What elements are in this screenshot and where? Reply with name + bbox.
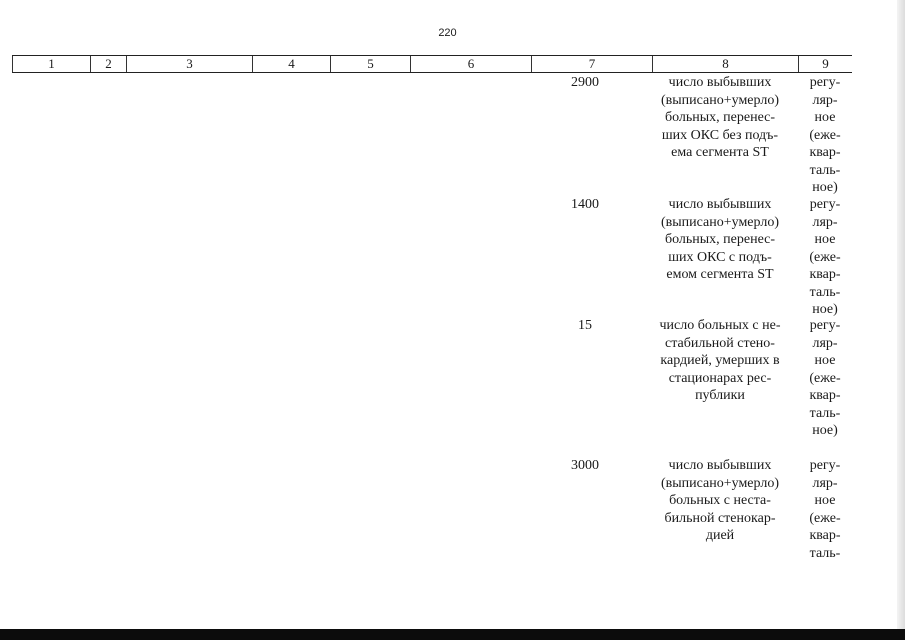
table-header-row: [12, 55, 852, 73]
periodicity-line: таль-: [809, 405, 841, 421]
description-line: (выписано+умерло): [660, 475, 779, 491]
periodicity-line: регу-: [809, 197, 841, 212]
column-header-6: 6: [410, 56, 531, 72]
description-line: ших ОКС без подъ-: [661, 127, 779, 143]
periodicity-cell: [800, 317, 850, 440]
description-cell: [640, 317, 800, 405]
column-header-8: 8: [652, 56, 798, 72]
column-header-4: 4: [252, 56, 330, 72]
description-line: (выписано+умерло): [660, 214, 779, 230]
description-line: емом сегмента ST: [666, 267, 774, 282]
value-cell: 3000: [571, 458, 599, 473]
periodicity-line: квар-: [809, 267, 841, 282]
periodicity-line: (еже-: [809, 370, 841, 386]
periodicity-line: ное: [814, 110, 836, 125]
value-cell: 2900: [571, 75, 599, 90]
description-line: кардией, умерших в: [660, 353, 780, 368]
description-cell: [640, 457, 800, 545]
description-line: число выбывших: [668, 197, 772, 212]
periodicity-line: квар-: [809, 145, 841, 160]
description-line: число выбывших: [668, 458, 772, 473]
periodicity-line: квар-: [809, 388, 841, 403]
description-line: бильной стенокар-: [664, 510, 776, 526]
column-header-3: 3: [126, 56, 252, 72]
periodicity-line: ное: [814, 493, 836, 508]
description-line: больных, перенес-: [664, 232, 776, 247]
description-cell: [640, 196, 800, 284]
periodicity-line: ное: [814, 353, 836, 368]
description-line: больных с неста-: [669, 493, 771, 508]
periodicity-line: ное): [812, 423, 838, 438]
periodicity-line: (еже-: [809, 510, 841, 526]
description-line: дией: [705, 528, 735, 543]
description-line: ема сегмента ST: [671, 145, 769, 160]
scan-bottom-border: [0, 629, 905, 640]
value-cell: 1400: [571, 197, 599, 212]
description-line: число больных с не-: [659, 318, 781, 333]
periodicity-cell: [800, 196, 850, 319]
scan-page-edge: [897, 0, 905, 629]
description-line: (выписано+умерло): [660, 92, 779, 108]
description-line: число выбывших: [668, 75, 772, 90]
value-cell: 15: [578, 318, 592, 333]
periodicity-cell: [800, 457, 850, 562]
description-line: стационарах рес-: [668, 370, 772, 386]
periodicity-line: (еже-: [809, 249, 841, 265]
column-header-5: 5: [330, 56, 410, 72]
periodicity-line: регу-: [809, 75, 841, 90]
column-header-1: 1: [12, 56, 90, 72]
periodicity-line: ляр-: [812, 214, 838, 230]
periodicity-line: ляр-: [812, 475, 838, 491]
periodicity-line: ное): [812, 180, 838, 195]
periodicity-cell: [800, 74, 850, 197]
periodicity-line: ляр-: [812, 92, 838, 108]
periodicity-line: регу-: [809, 318, 841, 333]
periodicity-line: регу-: [809, 458, 841, 473]
description-line: стабильной стено-: [665, 335, 775, 351]
description-cell: [640, 74, 800, 162]
column-header-7: 7: [531, 56, 652, 72]
periodicity-line: ное): [812, 302, 838, 317]
description-line: ших ОКС с подъ-: [668, 249, 772, 265]
periodicity-line: квар-: [809, 528, 841, 543]
column-header-9: 9: [798, 56, 852, 72]
periodicity-line: таль-: [809, 545, 841, 561]
periodicity-line: (еже-: [809, 127, 841, 143]
page-number: 220: [438, 27, 457, 39]
periodicity-line: ляр-: [812, 335, 838, 351]
periodicity-line: таль-: [809, 284, 841, 300]
periodicity-line: ное: [814, 232, 836, 247]
description-line: больных, перенес-: [664, 110, 776, 125]
column-header-2: 2: [90, 56, 126, 72]
description-line: публики: [695, 388, 745, 403]
periodicity-line: таль-: [809, 162, 841, 178]
